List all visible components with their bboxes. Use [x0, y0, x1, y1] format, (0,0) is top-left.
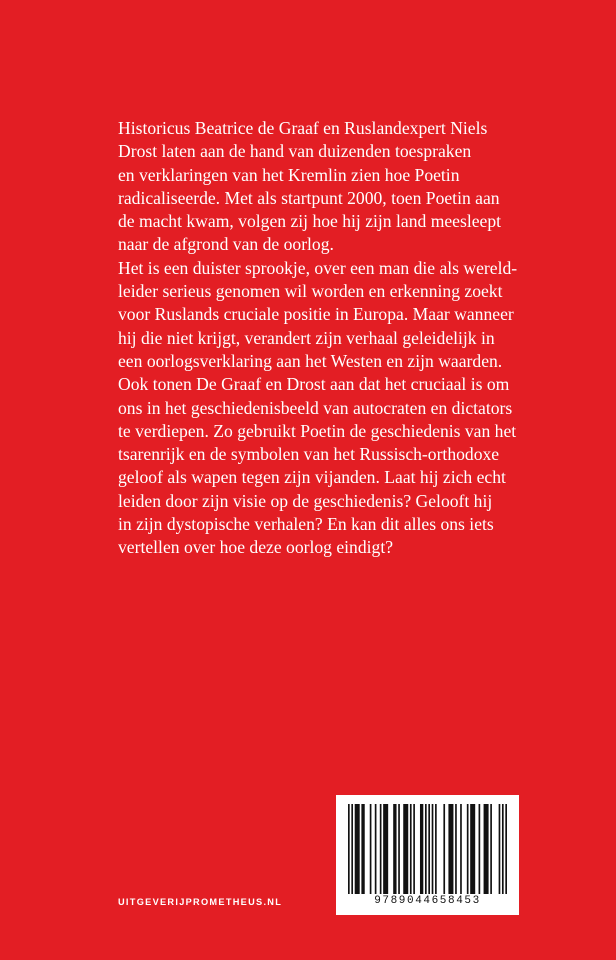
- barcode-bar: [348, 804, 350, 894]
- barcode-bar: [361, 804, 364, 894]
- barcode-bar: [479, 804, 481, 894]
- blurb-line: Het is een duister sprookje, over een man die als wereld-: [118, 257, 518, 278]
- barcode-bar: [505, 804, 507, 894]
- barcode-bars: [348, 804, 507, 894]
- barcode-bar: [443, 804, 445, 894]
- barcode-bar: [393, 804, 396, 894]
- blurb-line: leiden door zijn visie op de geschiedenis? Gelooft hij: [118, 490, 493, 511]
- barcode-bar: [470, 804, 475, 894]
- barcode-bar: [428, 804, 430, 894]
- barcode-bar: [370, 804, 372, 894]
- barcode-bar: [467, 804, 469, 894]
- barcode-bar: [425, 804, 427, 894]
- blurb-line: tsarenrijk en de symbolen van het Russisch-orthodoxe: [118, 444, 500, 465]
- barcode-bar: [380, 804, 382, 894]
- publisher-url[interactable]: UITGEVERIJPROMETHEUS.NL: [118, 897, 283, 907]
- barcode-bar: [351, 804, 353, 894]
- blurb-line: Ook tonen De Graaf en Drost aan dat het cruciaal is om: [118, 374, 510, 395]
- blurb-line: radicaliseerde. Met als startpunt 2000, toen Poetin aan: [118, 187, 500, 208]
- blurb-line: naar de afgrond van de oorlog.: [118, 234, 334, 255]
- barcode-bar: [455, 804, 457, 894]
- blurb-line: in zijn dystopische verhalen? En kan dit alles ons iets: [118, 514, 494, 535]
- barcode-bar: [355, 804, 360, 894]
- barcode-bar: [435, 804, 437, 894]
- blurb-line: Historicus Beatrice de Graaf en Ruslandexpert Niels: [118, 118, 488, 138]
- barcode-bar: [499, 804, 501, 894]
- back-cover-blurb: [118, 117, 558, 560]
- blurb-line: de macht kwam, volgen zij hoe hij zijn land meesleept: [118, 211, 502, 232]
- blurb-line: en verklaringen van het Kremlin zien hoe Poetin: [118, 164, 460, 185]
- barcode-bar: [375, 804, 377, 894]
- blurb-line: Drost laten aan de hand van duizenden toespraken: [118, 141, 472, 162]
- barcode-bar: [432, 804, 434, 894]
- barcode-bar: [490, 804, 492, 894]
- barcode-bar: [448, 804, 453, 894]
- isbn-barcode: [336, 795, 519, 915]
- barcode-bar: [383, 804, 388, 894]
- barcode-bar: [484, 804, 489, 894]
- isbn-digits: 9789044658453: [374, 895, 481, 907]
- blurb-line: hij die niet krijgt, verandert zijn verhaal geleidelijk in: [118, 327, 495, 348]
- barcode-bar: [460, 804, 462, 894]
- blurb-line: voor Ruslands cruciale positie in Europa. Maar wanneer: [118, 304, 514, 325]
- barcode-bar: [413, 804, 415, 894]
- blurb-line: leider serieus genomen wil worden en erkenning zoekt: [118, 281, 503, 302]
- barcode-bar: [410, 804, 412, 894]
- barcode-bar: [398, 804, 400, 894]
- blurb-line: geloof als wapen tegen zijn vijanden. Laat hij zich echt: [118, 467, 506, 488]
- blurb-line: een oorlogsverklaring aan het Westen en zijn waarden.: [118, 350, 503, 371]
- barcode-bar: [502, 804, 504, 894]
- blurb-line: ons in het geschiedenisbeeld van autocraten en dictators: [118, 397, 513, 418]
- barcode-bar: [420, 804, 423, 894]
- barcode-bar: [403, 804, 408, 894]
- blurb-line: te verdiepen. Zo gebruikt Poetin de geschiedenis van het: [118, 420, 517, 441]
- blurb-line: vertellen over hoe deze oorlog eindigt?: [118, 537, 394, 558]
